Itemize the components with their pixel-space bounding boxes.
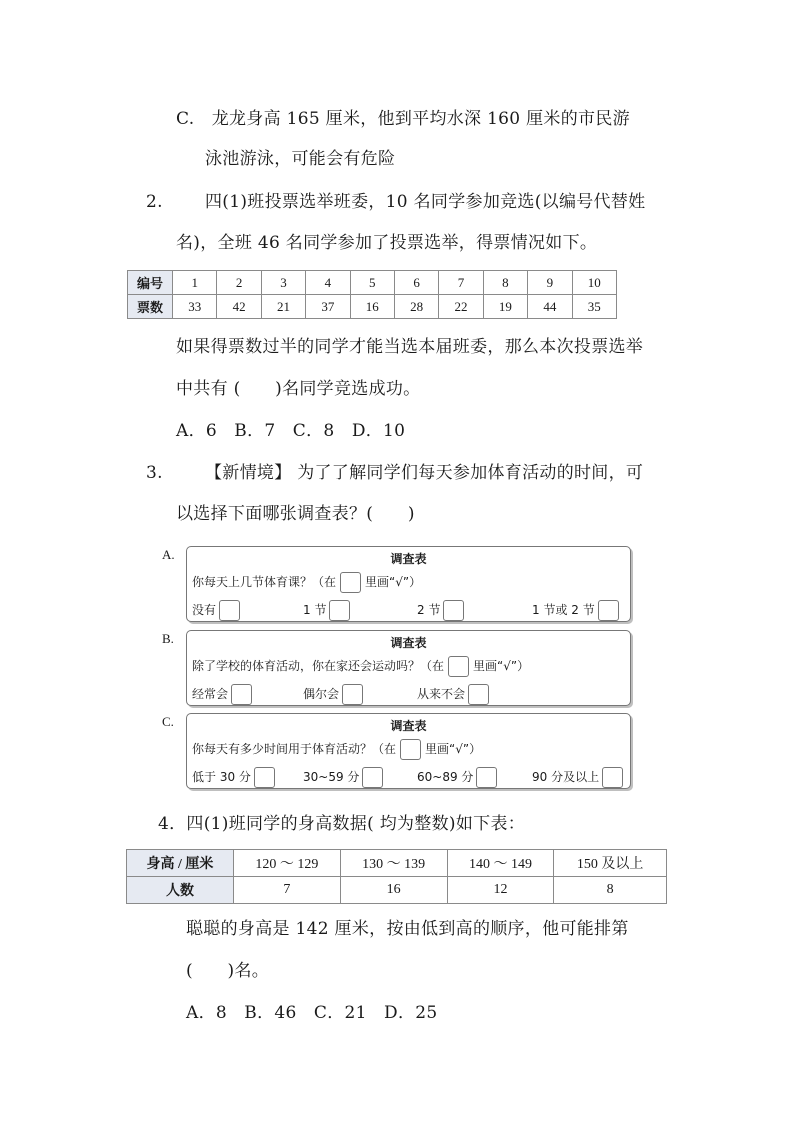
vote-id-cell: 6 [394,271,438,295]
vote-table-count-header: 票数 [128,295,173,319]
vote-table-id-header: 编号 [128,271,173,295]
survey-b-label: B. [162,631,174,646]
q4-choices: A．8 B．46 C．21 D．25 [186,1003,438,1023]
survey-b-option: 从来不会 [417,684,489,705]
vote-id-cell: 9 [528,271,572,295]
checkbox-icon [340,572,361,593]
checkbox-icon[interactable] [329,600,350,621]
q2-stem-line1: 四(1)班投票选举班委，10 名同学参加竞选(以编号代替姓 [205,192,646,212]
vote-id-cell: 3 [261,271,305,295]
q3-stem-line1: 【新情境】 为了了解同学们每天参加体育活动的时间，可 [205,463,644,483]
vote-count-cell: 42 [217,295,261,319]
height-count-cell: 16 [340,877,447,904]
survey-b-question: 除了学校的体育活动，你在家还会运动吗？（在 里画“√”） [192,656,529,677]
vote-count-cell: 33 [173,295,217,319]
survey-c-title: 调查表 [390,719,427,733]
survey-b-option: 经常会 [192,684,252,705]
checkbox-icon[interactable] [602,767,623,788]
survey-a-question: 你每天上几节体育课？（在 里画“√”） [192,572,421,593]
q3-stem-line2: 以选择下面哪张调查表？( ) [176,504,415,524]
survey-c-card [186,713,631,789]
q2-followup-line1: 如果得票数过半的同学才能当选本届班委，那么本次投票选举 [176,337,644,357]
survey-c-option: 60~89 分 [417,767,497,788]
height-count-cell: 12 [447,877,554,904]
checkbox-icon[interactable] [342,684,363,705]
vote-id-cell: 1 [173,271,217,295]
q2-stem-line2: 名)，全班 46 名同学参加了投票选举，得票情况如下。 [176,233,598,253]
survey-a-label: A. [162,547,175,562]
vote-table [127,270,617,319]
height-table [126,849,667,904]
vote-count-cell: 44 [528,295,572,319]
checkbox-icon[interactable] [254,767,275,788]
survey-b-option: 偶尔会 [303,684,363,705]
vote-count-cell: 37 [306,295,350,319]
survey-b-card [186,630,631,706]
checkbox-icon[interactable] [362,767,383,788]
height-table-count-header: 人数 [127,877,234,904]
survey-a-option: 没有 [192,600,240,621]
checkbox-icon [400,739,421,760]
vote-id-cell: 7 [439,271,483,295]
q3-number: 3. [146,463,163,483]
height-table-range-header: 身高 / 厘米 [127,850,234,877]
q1-option-c-line2: 泳池游泳，可能会有危险 [205,149,396,169]
vote-id-cell: 2 [217,271,261,295]
vote-count-cell: 28 [394,295,438,319]
survey-b-title: 调查表 [390,636,427,650]
survey-c-question: 你每天有多少时间用于体育活动？（在 里画“√”） [192,739,481,760]
height-count-cell: 8 [554,877,667,904]
survey-a-card [186,546,631,622]
q4-followup-line1: 聪聪的身高是 142 厘米，按由低到高的顺序，他可能排第 [186,919,629,939]
vote-id-cell: 8 [483,271,527,295]
survey-a-option: 1 节或 2 节 [532,600,619,621]
q1-option-c-line1: C. 龙龙身高 165 厘米，他到平均水深 160 厘米的市民游 [176,109,630,129]
checkbox-icon[interactable] [476,767,497,788]
checkbox-icon[interactable] [598,600,619,621]
vote-id-cell: 10 [572,271,616,295]
checkbox-icon[interactable] [468,684,489,705]
height-range-cell: 140 ～ 149 [447,850,554,877]
survey-c-label: C. [162,714,174,729]
q2-choices: A．6 B．7 C．8 D．10 [176,421,406,441]
height-range-cell: 130 ～ 139 [340,850,447,877]
vote-id-cell: 5 [350,271,394,295]
survey-c-option: 30~59 分 [303,767,383,788]
vote-count-cell: 21 [261,295,305,319]
survey-a-option: 2 节 [417,600,464,621]
checkbox-icon[interactable] [231,684,252,705]
checkbox-icon[interactable] [219,600,240,621]
vote-count-cell: 22 [439,295,483,319]
q4-followup-line2: ( )名。 [186,961,270,981]
survey-c-option: 90 分及以上 [532,767,623,788]
height-range-cell: 150 及以上 [554,850,667,877]
vote-count-cell: 35 [572,295,616,319]
survey-a-option: 1 节 [303,600,350,621]
checkbox-icon[interactable] [443,600,464,621]
q4-stem: 4．四(1)班同学的身高数据( 均为整数)如下表： [158,814,526,834]
survey-a-title: 调查表 [390,552,427,566]
survey-c-option: 低于 30 分 [192,767,275,788]
checkbox-icon [448,656,469,677]
vote-id-cell: 4 [306,271,350,295]
height-range-cell: 120 ～ 129 [234,850,341,877]
q2-number: 2. [146,192,163,212]
vote-count-cell: 16 [350,295,394,319]
vote-count-cell: 19 [483,295,527,319]
height-count-cell: 7 [234,877,341,904]
q2-followup-line2: 中共有 ( )名同学竞选成功。 [176,379,421,399]
